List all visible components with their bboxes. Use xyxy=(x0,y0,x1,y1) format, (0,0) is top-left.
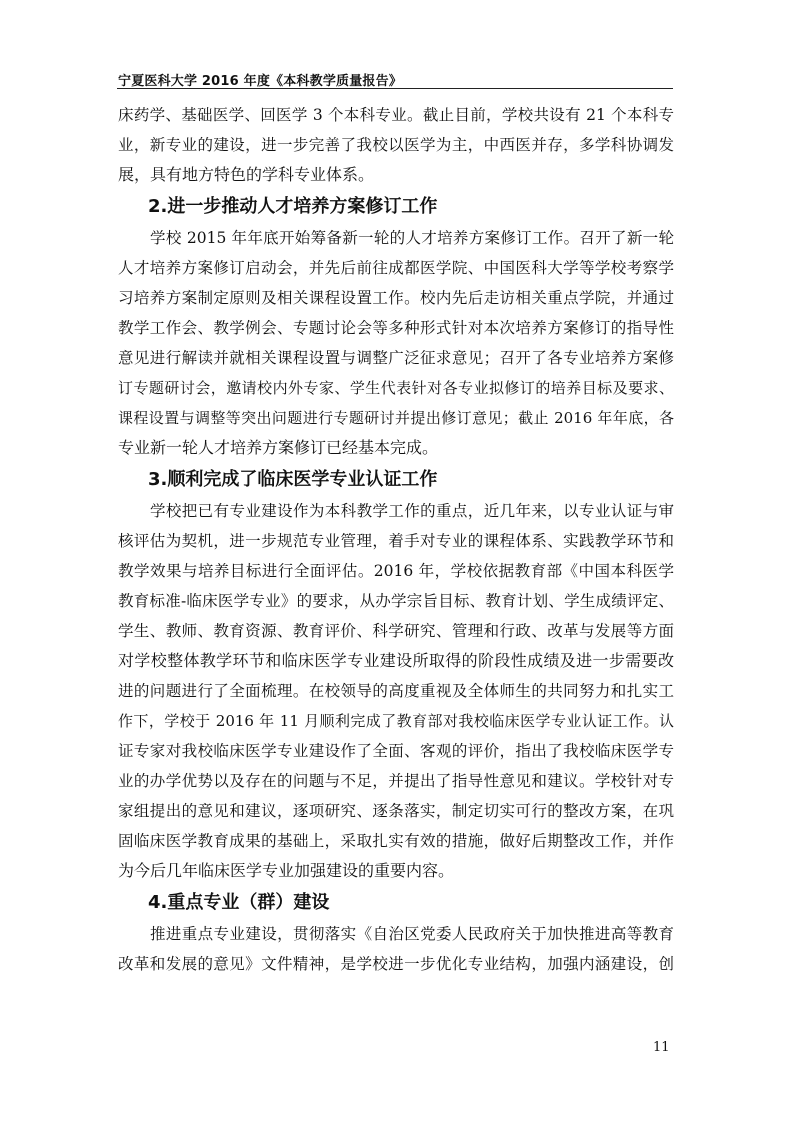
text-line: 改革和发展的意见》文件精神，是学校进一步优化专业结构，加强内涵建设，创 xyxy=(118,955,674,973)
section-heading: 4.重点专业（群）建设 xyxy=(148,892,330,913)
text-line: 专业新一轮人才培养方案修订已经基本完成。 xyxy=(118,438,439,457)
text-line: 业，新专业的建设，进一步完善了我校以医学为主，中西医并存，多学科协调发 xyxy=(118,136,674,154)
text-line: 展，具有地方特色的学科专业体系。 xyxy=(118,165,375,184)
text-line: 课程设置与调整等突出问题进行专题研讨并提出修订意见；截止 2016 年年底，各 xyxy=(118,409,674,427)
paragraph xyxy=(118,496,674,886)
text-line: 核评估为契机，进一步规范专业管理，着手对专业的课程体系、实践教学环节和 xyxy=(118,532,674,550)
paragraph xyxy=(118,100,674,190)
text-line: 业的办学优势以及存在的问题与不足，并提出了指导性意见和建议。学校针对专 xyxy=(118,772,674,790)
text-line: 习培养方案制定原则及相关课程设置工作。校内先后走访相关重点学院，并通过 xyxy=(118,289,674,307)
text-line: 家组提出的意见和建议，逐项研究、逐条落实，制定切实可行的整改方案，在巩 xyxy=(118,802,674,820)
running-header: 宁夏医科大学 2016 年度《本科教学质量报告》 xyxy=(118,74,403,89)
text-line: 学生、教师、教育资源、教育评价、科学研究、管理和行政、改革与发展等方面 xyxy=(118,622,674,640)
text-line: 进的问题进行了全面梳理。在校领导的高度重视及全体师生的共同努力和扎实工 xyxy=(118,682,674,700)
text-line: 学校 2015 年年底开始筹备新一轮的人才培养方案修订工作。召开了新一轮 xyxy=(150,229,674,247)
text-line: 作下，学校于 2016 年 11 月顺利完成了教育部对我校临床医学专业认证工作。认 xyxy=(118,712,674,730)
document-body xyxy=(118,100,674,979)
page-number: 11 xyxy=(653,1040,670,1055)
text-line: 教育标准-临床医学专业》的要求，从办学宗旨目标、教育计划、学生成绩评定、 xyxy=(118,592,674,610)
paragraph xyxy=(118,919,674,979)
text-line: 证专家对我校临床医学专业建设作了全面、客观的评价，指出了我校临床医学专 xyxy=(118,742,674,760)
paragraph xyxy=(118,223,674,463)
text-line: 床药学、基础医学、回医学 3 个本科专业。截止目前，学校共设有 21 个本科专 xyxy=(118,106,674,124)
text-line: 人才培养方案修订启动会，并先后前往成都医学院、中国医科大学等学校考察学 xyxy=(118,259,674,277)
text-line: 固临床医学教育成果的基础上，采取扎实有效的措施，做好后期整改工作，并作 xyxy=(118,832,674,850)
text-line: 教学工作会、教学例会、专题讨论会等多种形式针对本次培养方案修订的指导性 xyxy=(118,319,674,337)
section-heading: 2.进一步推动人才培养方案修订工作 xyxy=(148,196,438,217)
header-rule xyxy=(117,88,673,89)
text-line: 推进重点专业建设，贯彻落实《自治区党委人民政府关于加快推进高等教育 xyxy=(150,925,674,943)
text-line: 学校把已有专业建设作为本科教学工作的重点，近几年来，以专业认证与审 xyxy=(150,502,674,520)
section-heading: 3.顺利完成了临床医学专业认证工作 xyxy=(148,469,438,490)
text-line: 为今后几年临床医学专业加强建设的重要内容。 xyxy=(118,861,455,880)
text-line: 意见进行解读并就相关课程设置与调整广泛征求意见；召开了各专业培养方案修 xyxy=(118,349,674,367)
text-line: 对学校整体教学环节和临床医学专业建设所取得的阶段性成绩及进一步需要改 xyxy=(118,651,674,670)
text-line: 订专题研讨会，邀请校内外专家、学生代表针对各专业拟修订的培养目标及要求、 xyxy=(118,379,674,397)
text-line: 教学效果与培养目标进行全面评估。2016 年，学校依据教育部《中国本科医学 xyxy=(118,562,674,580)
